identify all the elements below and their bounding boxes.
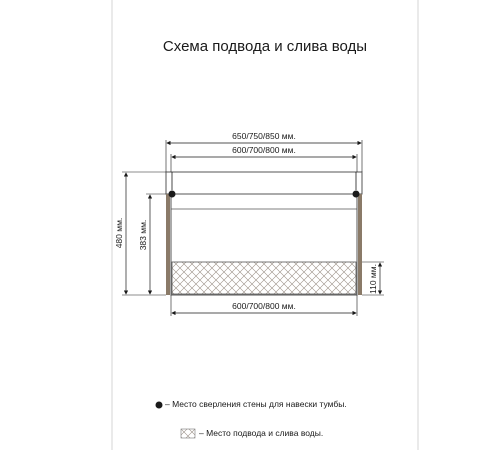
side-panel-left: [166, 194, 170, 295]
hatched-zone-icon: [181, 429, 195, 438]
dimension-zone-height: [362, 262, 384, 295]
dimension-inner-height: [138, 194, 166, 294]
drill-point-right: [353, 191, 360, 198]
water-supply-zone: [172, 262, 356, 294]
page-title: Схема подвода и слива воды: [162, 38, 368, 55]
cabinet-front-view: [166, 172, 362, 295]
bottom-width-label: 600/700/800 мм.: [232, 301, 296, 311]
inner-width-label: 600/700/800 мм.: [232, 145, 296, 155]
drill-point-icon: [156, 402, 163, 409]
dimension-bottom-width: [171, 295, 357, 316]
side-panel-right: [358, 194, 362, 295]
legend-drill-text: – Место сверления стены для навески тумбы.: [165, 399, 347, 409]
dimension-inner-width: [171, 145, 357, 172]
inner-height-label: 383 мм.: [138, 219, 148, 251]
cabinet-top-bar: [166, 172, 362, 194]
legend-zone-text: – Место подвода и слива воды.: [199, 428, 324, 438]
outer-width-label: 650/750/850 мм.: [232, 131, 296, 141]
drill-point-left: [169, 191, 176, 198]
zone-height-label: 110 мм.: [368, 264, 378, 294]
total-height-label: 480 мм.: [114, 217, 124, 249]
